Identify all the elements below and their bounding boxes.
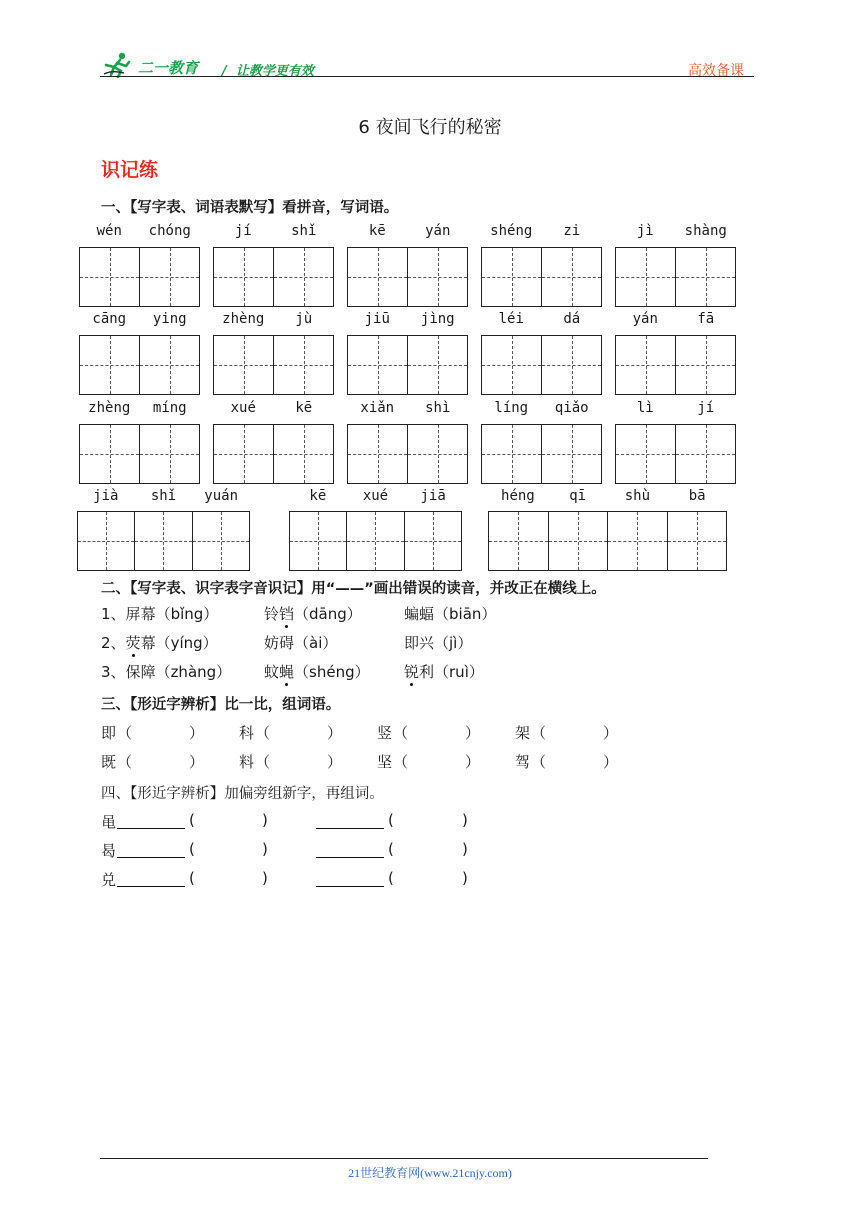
pinyin-label: jí [234, 223, 252, 239]
writing-box-group[interactable] [615, 335, 736, 395]
answer-paren-open: （ [117, 753, 133, 771]
dotted-char: 蝇 [279, 663, 295, 681]
pinyin-label: jià [93, 488, 119, 504]
writing-cell[interactable] [675, 336, 735, 394]
writing-cell[interactable] [80, 336, 139, 394]
writing-cell[interactable] [348, 425, 407, 483]
writing-box-group[interactable] [481, 424, 602, 484]
lesson-title: 6 夜间飞行的秘密 [358, 117, 502, 138]
pinyin-label: jìng [420, 311, 455, 327]
writing-cell[interactable] [80, 248, 139, 306]
footer-divider [100, 1158, 708, 1159]
pinyin-label: fā [697, 311, 715, 327]
pinyin-label: jiū [364, 311, 390, 327]
answer-paren-close: ） [603, 753, 619, 771]
writing-cell[interactable] [346, 512, 403, 570]
pinyin-label: líng [494, 400, 529, 416]
q3-heading: 三、【形近字辨析】比一比，组词语。 [101, 697, 341, 713]
new-char-blank[interactable] [117, 813, 185, 829]
answer-slot[interactable] [411, 722, 463, 742]
writing-cell[interactable] [675, 248, 735, 306]
writing-box-group[interactable] [79, 424, 200, 484]
writing-cell[interactable] [482, 425, 541, 483]
pinyin-label: shǐ [291, 223, 317, 239]
writing-cell[interactable] [667, 512, 727, 570]
pinyin-label: kē [309, 488, 327, 504]
answer-slot[interactable] [399, 811, 457, 831]
writing-box-group[interactable] [481, 247, 602, 307]
answer-paren-open: ( [189, 840, 195, 858]
compare-char: 驾 [515, 753, 531, 771]
word-pinyin-item [404, 603, 496, 624]
answer-paren-open: （ [393, 753, 409, 771]
answer-slot[interactable] [200, 840, 258, 860]
pinyin-label: ying [152, 311, 187, 327]
item-rest: 蝠（biān） [419, 605, 497, 623]
writing-box-group[interactable] [615, 247, 736, 307]
writing-cell[interactable] [541, 336, 601, 394]
writing-box-group[interactable] [347, 247, 468, 307]
answer-slot[interactable] [273, 722, 325, 742]
answer-paren-close: ） [327, 724, 343, 742]
writing-cell[interactable] [139, 336, 199, 394]
q2-heading: 二、【写字表、识字表字音识记】用“——”画出错误的读音，并改正在横线上。 [101, 581, 606, 597]
q1-heading: 一、【写字表、词语表默写】看拼音，写词语。 [101, 200, 399, 216]
writing-cell[interactable] [139, 425, 199, 483]
writing-cell[interactable] [489, 512, 548, 570]
header-divider [100, 76, 754, 77]
pinyin-label: xiǎn [360, 400, 395, 416]
writing-cell[interactable] [482, 248, 541, 306]
answer-slot[interactable] [135, 722, 187, 742]
pinyin-label: wén [96, 223, 122, 239]
answer-paren-close: ) [462, 811, 468, 829]
header-tagline: 高效备课 [688, 63, 744, 79]
new-char-blank[interactable] [316, 871, 384, 887]
item-number: 3、 [101, 663, 126, 681]
word-pinyin-item [101, 603, 218, 624]
writing-cell[interactable] [78, 512, 134, 570]
compare-char: 科 [239, 724, 255, 742]
base-char: 黾 [101, 813, 117, 831]
writing-cell[interactable] [541, 425, 601, 483]
writing-box-group[interactable] [347, 424, 468, 484]
pinyin-label: shì [425, 400, 451, 416]
compare-char: 坚 [377, 753, 393, 771]
writing-cell[interactable] [482, 336, 541, 394]
answer-slot[interactable] [135, 751, 187, 771]
word-pinyin-item [404, 632, 472, 653]
pinyin-label: yán [632, 311, 658, 327]
writing-box-group[interactable] [488, 511, 727, 571]
writing-cell[interactable] [134, 512, 191, 570]
compare-char: 既 [101, 753, 117, 771]
word-pinyin-item [101, 661, 231, 682]
answer-paren-close: ） [465, 753, 481, 771]
answer-paren-open: （ [531, 724, 547, 742]
item-char: 即 [404, 634, 420, 652]
writing-cell[interactable] [548, 512, 608, 570]
new-char-blank[interactable] [117, 842, 185, 858]
pinyin-label: shéng [490, 223, 533, 239]
q4-number: 四、 [101, 786, 130, 802]
writing-cell[interactable] [407, 425, 467, 483]
pinyin-label: shǐ [150, 488, 177, 504]
answer-paren-close: ） [189, 753, 205, 771]
item-number: 2、 [101, 634, 126, 652]
answer-paren-open: ( [388, 811, 394, 829]
writing-box-group[interactable] [213, 247, 334, 307]
writing-cell[interactable] [404, 512, 461, 570]
item-rest: 障（zhàng） [140, 663, 232, 681]
answer-paren-open: ( [388, 869, 394, 887]
pinyin-label: zhèng [222, 311, 265, 327]
compare-char: 架 [515, 724, 531, 742]
writing-box-group[interactable] [213, 335, 334, 395]
running-figure-logo-icon [102, 52, 132, 78]
item-char: 保 [125, 663, 141, 681]
pinyin-label: lì [636, 400, 654, 416]
answer-paren-open: ( [189, 811, 195, 829]
writing-box-group[interactable] [481, 335, 602, 395]
writing-cell[interactable] [541, 248, 601, 306]
pinyin-label: jì [636, 223, 654, 239]
answer-paren-open: （ [255, 753, 271, 771]
new-char-blank[interactable] [117, 871, 185, 887]
pinyin-label: chóng [148, 223, 191, 239]
dotted-char: 铛 [279, 605, 295, 623]
writing-cell[interactable] [214, 336, 273, 394]
item-rest: （shéng） [294, 663, 370, 681]
pinyin-label: kē [368, 223, 386, 239]
word-pinyin-item [404, 661, 484, 682]
pinyin-label: zi [563, 223, 581, 239]
writing-cell[interactable] [348, 336, 407, 394]
answer-slot[interactable] [273, 751, 325, 771]
item-number: 1、 [101, 605, 126, 623]
writing-cell[interactable] [407, 248, 467, 306]
slogan-separator: / [222, 64, 227, 79]
item-rest: （dāng） [294, 605, 362, 623]
writing-box-group[interactable] [79, 335, 200, 395]
pinyin-label: qī [569, 488, 587, 504]
answer-slot[interactable] [399, 869, 457, 889]
writing-cell[interactable] [139, 248, 199, 306]
dotted-char: 锐 [404, 663, 420, 681]
item-char: 妨 [264, 634, 280, 652]
compare-char: 即 [101, 724, 117, 742]
pinyin-label: xué [362, 488, 389, 504]
answer-paren-open: ( [388, 840, 394, 858]
writing-cell[interactable] [80, 425, 139, 483]
answer-slot[interactable] [200, 869, 258, 889]
base-char: 曷 [101, 842, 117, 860]
word-pinyin-item [101, 632, 218, 653]
slogan-text: 让教学更有效 [235, 64, 314, 79]
writing-cell[interactable] [192, 512, 249, 570]
writing-cell[interactable] [348, 248, 407, 306]
answer-paren-open: （ [393, 724, 409, 742]
pinyin-label: míng [152, 400, 187, 416]
item-rest: 幕（yíng） [140, 634, 218, 652]
pinyin-label: yán [425, 223, 451, 239]
answer-paren-open: ( [189, 869, 195, 887]
writing-box-group[interactable] [79, 247, 200, 307]
q4-text: 【形近字辨析】加偏旁组新字，再组词。 [130, 786, 384, 802]
writing-cell[interactable] [616, 336, 675, 394]
pinyin-label: héng [501, 488, 535, 504]
answer-slot[interactable] [411, 751, 463, 771]
pinyin-label: shù [624, 488, 651, 504]
writing-cell[interactable] [616, 425, 675, 483]
pinyin-label: bā [688, 488, 706, 504]
pinyin-label: jù [295, 311, 313, 327]
item-char: 屏 [125, 605, 141, 623]
answer-paren-open: （ [255, 724, 271, 742]
answer-paren-close: ） [189, 724, 205, 742]
answer-paren-close: ） [327, 753, 343, 771]
answer-paren-close: ) [262, 869, 268, 887]
word-pinyin-item [264, 603, 362, 624]
writing-cell[interactable] [214, 248, 273, 306]
answer-paren-close: ) [462, 869, 468, 887]
answer-paren-open: （ [531, 753, 547, 771]
writing-box-group[interactable] [213, 424, 334, 484]
answer-slot[interactable] [399, 840, 457, 860]
answer-paren-close: ) [262, 840, 268, 858]
item-rest: 兴（jì） [419, 634, 473, 652]
base-char: 兑 [101, 871, 117, 889]
writing-cell[interactable] [290, 512, 346, 570]
footer-text: 21世纪教育网(www.21cnjy.com) [348, 1166, 512, 1180]
writing-cell[interactable] [214, 425, 273, 483]
pinyin-label: zhèng [88, 400, 131, 416]
brand-name: 二一教育 [138, 59, 199, 77]
pinyin-label: jí [697, 400, 715, 416]
answer-paren-close: ） [603, 724, 619, 742]
new-char-blank[interactable] [316, 813, 384, 829]
pinyin-label: cāng [92, 311, 127, 327]
pinyin-label: léi [498, 311, 524, 327]
compare-char: 料 [239, 753, 255, 771]
compare-char: 竖 [377, 724, 393, 742]
item-rest: 幕（bǐng） [140, 605, 219, 623]
answer-slot[interactable] [200, 811, 258, 831]
word-pinyin-item [264, 632, 337, 653]
writing-box-group[interactable] [347, 335, 468, 395]
writing-cell[interactable] [273, 336, 333, 394]
new-char-blank[interactable] [316, 842, 384, 858]
item-char: 蝙 [404, 605, 420, 623]
word-pinyin-item [264, 661, 370, 682]
pinyin-label: qiǎo [554, 400, 589, 416]
answer-paren-close: ) [462, 840, 468, 858]
item-rest: 利（ruì） [419, 663, 484, 681]
pinyin-label: dá [563, 311, 581, 327]
writing-cell[interactable] [675, 425, 735, 483]
writing-cell[interactable] [407, 336, 467, 394]
writing-cell[interactable] [273, 425, 333, 483]
dotted-char: 荧 [125, 634, 141, 652]
answer-paren-open: （ [117, 724, 133, 742]
q4-heading [101, 782, 384, 803]
item-char: 蚊 [264, 663, 280, 681]
writing-box-group[interactable] [615, 424, 736, 484]
writing-box-group[interactable] [77, 511, 250, 571]
item-rest: 碍（ài） [279, 634, 338, 652]
pinyin-label: shàng [684, 223, 727, 239]
writing-cell[interactable] [616, 248, 675, 306]
answer-paren-close: ） [465, 724, 481, 742]
answer-slot[interactable] [549, 751, 601, 771]
answer-paren-close: ) [262, 811, 268, 829]
item-char: 铃 [264, 605, 280, 623]
section-title: 识记练 [101, 159, 159, 181]
answer-slot[interactable] [549, 722, 601, 742]
pinyin-label: jiā [420, 488, 446, 504]
writing-cell[interactable] [273, 248, 333, 306]
pinyin-label: kē [295, 400, 313, 416]
writing-cell[interactable] [607, 512, 667, 570]
writing-box-group[interactable] [289, 511, 462, 571]
pinyin-label: xué [230, 400, 256, 416]
pinyin-label: yuán [204, 488, 239, 504]
